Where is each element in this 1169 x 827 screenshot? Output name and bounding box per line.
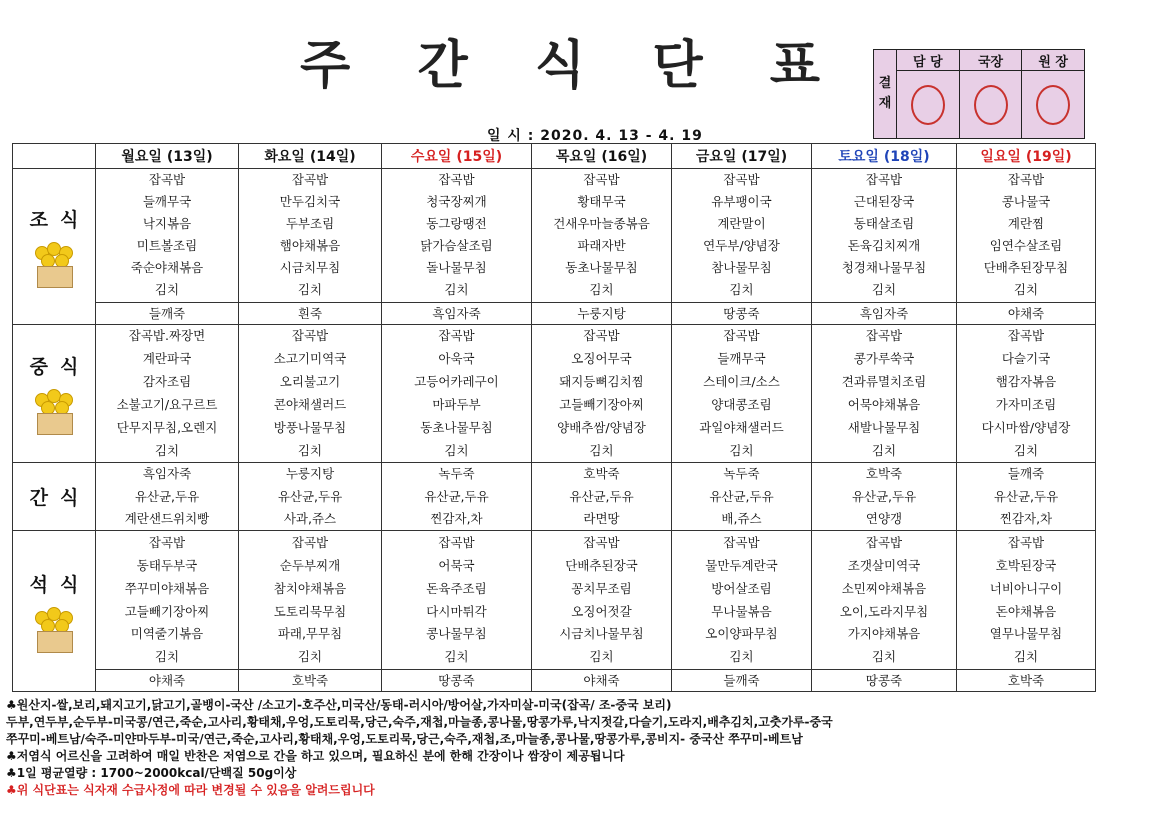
menu-item: 미역줄기볶음 — [130, 626, 204, 642]
menu-item: 다시마쌈/양념장 — [981, 419, 1071, 435]
menu-item: 돈육김치찌개 — [847, 238, 921, 254]
menu-item: 감자조림 — [142, 373, 192, 389]
menu-cell — [239, 169, 382, 303]
menu-item: 잡곡밥 — [1007, 328, 1045, 344]
menu-item: 방어살조림 — [711, 580, 772, 596]
menu-item: 김치 — [154, 649, 180, 665]
approval-header: 국장 — [960, 50, 1022, 71]
menu-cell — [957, 531, 1096, 670]
menu-cell — [96, 324, 239, 463]
menu-item: 돼지등뼈김치찜 — [559, 373, 644, 389]
menu-item: 잡곡밥 — [291, 328, 329, 344]
menu-item: 누룽지탕 — [285, 466, 335, 482]
menu-item: 김치 — [871, 442, 897, 458]
menu-item: 오이,도라지무침 — [839, 603, 929, 619]
menu-item: 돈야채볶음 — [995, 603, 1057, 619]
menu-item: 호박된장국 — [995, 557, 1057, 573]
menu-item: 계란파국 — [142, 350, 192, 366]
menu-item: 유산균,두유 — [709, 488, 774, 504]
menu-item: 임연수살조림 — [989, 238, 1063, 254]
menu-cell — [532, 324, 672, 463]
menu-item: 햄감자볶음 — [995, 373, 1057, 389]
menu-item: 김치 — [444, 282, 469, 298]
menu-item: 콘야채샐러드 — [273, 396, 347, 412]
menu-item: 잡곡밥 — [1007, 172, 1045, 188]
menu-item: 고등어카레구이 — [414, 373, 499, 389]
day-header: 일요일 (19일) — [957, 144, 1096, 169]
menu-item: 잡곡밥 — [148, 172, 186, 188]
menu-item: 만두김치국 — [279, 194, 341, 210]
menu-item: 오리불고기 — [279, 373, 341, 389]
menu-item: 마파두부 — [432, 396, 481, 412]
menu-item: 소민찌야채볶음 — [841, 580, 927, 596]
menu-item: 김치 — [871, 649, 897, 665]
meal-name: 중식 — [29, 355, 91, 378]
menu-item: 배,쥬스 — [721, 511, 762, 527]
menu-item: 유산균,두유 — [277, 488, 343, 504]
menu-cell — [672, 463, 812, 531]
menu-item: 가자미조림 — [995, 396, 1057, 412]
menu-item: 유부팽이국 — [711, 194, 772, 210]
menu-item: 참나물무침 — [711, 260, 772, 276]
day-header: 수요일 (15일) — [382, 144, 532, 169]
menu-item: 도토리묵무침 — [273, 603, 347, 619]
menu-cell — [957, 324, 1096, 463]
menu-item: 찐감자,차 — [999, 511, 1053, 527]
flower-pot-icon — [31, 242, 77, 288]
menu-item: 계란샌드위치빵 — [124, 511, 210, 527]
porridge-cell: 야채죽 — [532, 669, 672, 691]
approval-header: 담 당 — [897, 50, 959, 71]
porridge-cell: 호박죽 — [957, 669, 1096, 691]
porridge-cell: 야채죽 — [957, 302, 1096, 324]
day-header: 금요일 (17일) — [672, 144, 812, 169]
note-origin: 쭈꾸미-베트남/숙주-미얀마두부-미국/연근,죽순,고사리,황태채,우엉,도토리묵,당근,숙주,재첩,조,마늘종,콩나물,땅콩가루,콩비지- 중국산 쭈꾸미-베트남 — [6, 732, 803, 746]
weekly-menu-table — [12, 143, 1096, 692]
menu-item: 잡곡밥 — [723, 172, 760, 188]
menu-item: 잡곡밥.짜장면 — [128, 328, 206, 344]
porridge-cell: 땅콩죽 — [812, 669, 957, 691]
menu-item: 김치 — [444, 442, 469, 458]
menu-item: 호박죽 — [583, 466, 620, 482]
menu-item: 양배추쌈/양념장 — [557, 419, 646, 435]
menu-item: 콩나물국 — [1001, 194, 1051, 210]
porridge-cell: 흑임자죽 — [382, 302, 532, 324]
day-header: 화요일 (14일) — [239, 144, 382, 169]
menu-item: 아욱국 — [438, 350, 475, 366]
menu-item: 파래자반 — [577, 238, 626, 254]
menu-item: 라면땅 — [583, 511, 620, 527]
porridge-cell: 누룽지탕 — [532, 302, 672, 324]
menu-item: 순두부찌개 — [279, 557, 341, 573]
menu-item: 오징어젓갈 — [571, 603, 632, 619]
menu-item: 김치 — [444, 649, 469, 665]
menu-item: 잡곡밥 — [583, 534, 620, 550]
title-char: 단 — [652, 35, 703, 96]
menu-item: 콩나물무침 — [426, 626, 487, 642]
menu-item: 잡곡밥 — [865, 328, 903, 344]
menu-item: 새발나물무침 — [847, 419, 921, 435]
menu-item: 계란찜 — [1007, 216, 1045, 232]
menu-item: 오징어무국 — [571, 350, 632, 366]
menu-item: 연두부/양념장 — [703, 238, 780, 254]
porridge-cell: 들깨죽 — [96, 302, 239, 324]
flower-pot-icon — [31, 389, 77, 435]
seal-stamp — [974, 85, 1008, 125]
seal-stamp — [911, 85, 945, 125]
menu-cell — [672, 324, 812, 463]
menu-item: 김치 — [154, 442, 180, 458]
menu-item: 흑임자죽 — [142, 466, 192, 482]
note-calories: ♣1일 평균열량 : 1700~2000kcal/단백질 50g이상 — [6, 766, 297, 780]
title-char: 주 — [300, 35, 351, 96]
menu-cell — [812, 169, 957, 303]
note-low-salt: ♣저염식 어르신을 고려하여 매일 반찬은 저염으로 간을 하고 있으며, 필요하신 분에 한해 간장이나 쌈장이 제공됩니다 — [6, 749, 625, 763]
page-title — [300, 30, 820, 96]
menu-cell — [957, 169, 1096, 303]
menu-item: 잡곡밥 — [438, 172, 475, 188]
menu-item: 어묵국 — [438, 557, 475, 573]
menu-item: 동태두부국 — [136, 557, 198, 573]
menu-item: 김치 — [297, 649, 323, 665]
approval-column — [897, 50, 960, 138]
menu-item: 너비아니구이 — [989, 580, 1063, 596]
menu-cell — [96, 531, 239, 670]
day-header: 목요일 (16일) — [532, 144, 672, 169]
approval-side-label: 결 재 — [874, 50, 897, 138]
menu-item: 녹두죽 — [723, 466, 760, 482]
menu-item: 잡곡밥 — [291, 534, 329, 550]
menu-item: 건새우마늘종볶음 — [553, 216, 650, 232]
menu-cell — [532, 531, 672, 670]
menu-cell — [382, 531, 532, 670]
menu-item: 가지야채볶음 — [847, 626, 921, 642]
menu-item: 잡곡밥 — [1007, 534, 1045, 550]
meal-name: 조식 — [29, 208, 91, 231]
menu-item: 잡곡밥 — [865, 172, 903, 188]
approval-header: 원 장 — [1022, 50, 1084, 71]
menu-item: 들깨무국 — [717, 350, 766, 366]
menu-item: 찐감자,차 — [430, 511, 483, 527]
approval-column — [960, 50, 1023, 138]
menu-cell — [672, 531, 812, 670]
porridge-cell: 들깨죽 — [672, 669, 812, 691]
menu-item: 유산균,두유 — [569, 488, 634, 504]
menu-item: 돌나물무침 — [426, 260, 487, 276]
menu-item: 동초나물무침 — [420, 419, 493, 435]
meal-name: 간식 — [29, 487, 91, 510]
menu-cell — [672, 169, 812, 303]
menu-item: 시금치나물무침 — [559, 626, 644, 642]
menu-item: 연양갱 — [865, 511, 903, 527]
menu-item: 김치 — [729, 282, 754, 298]
menu-item: 물만두계란국 — [705, 557, 778, 573]
porridge-cell: 야채죽 — [96, 669, 239, 691]
menu-item: 잡곡밥 — [723, 328, 760, 344]
menu-item: 미트볼조림 — [136, 238, 198, 254]
menu-item: 두부조림 — [285, 216, 335, 232]
title-char: 표 — [769, 35, 820, 96]
title-char: 간 — [417, 35, 468, 96]
porridge-cell: 호박죽 — [239, 669, 382, 691]
menu-item: 잡곡밥 — [723, 534, 760, 550]
menu-item: 시금치무침 — [279, 260, 341, 276]
flower-pot-icon — [31, 607, 77, 653]
menu-item: 단배추된장국 — [565, 557, 638, 573]
day-header-row — [13, 144, 1096, 169]
menu-cell — [239, 324, 382, 463]
menu-item: 콩가루쑥국 — [853, 350, 915, 366]
menu-item: 김치 — [297, 442, 323, 458]
menu-item: 동그랑땡전 — [426, 216, 487, 232]
menu-item: 쭈꾸미야채볶음 — [124, 580, 210, 596]
day-header: 토요일 (18일) — [812, 144, 957, 169]
menu-item: 김치 — [1013, 649, 1039, 665]
menu-cell — [812, 463, 957, 531]
menu-item: 녹두죽 — [438, 466, 475, 482]
menu-cell — [382, 169, 532, 303]
menu-item: 조갯살미역국 — [847, 557, 921, 573]
menu-cell — [96, 169, 239, 303]
note-origin: 두부,연두부,순두부-미국콩/연근,죽순,고사리,황태채,우엉,도토리묵,당근,숙주,재첩,마늘종,콩나물,땅콩가루,낙지젓갈,다슬기,도라지,배추김치,고춧가루-중국 — [6, 715, 833, 729]
menu-item: 근대된장국 — [853, 194, 915, 210]
menu-item: 죽순야채볶음 — [130, 260, 204, 276]
porridge-row — [13, 302, 1096, 324]
menu-cell — [812, 531, 957, 670]
meal-label-lunch — [13, 324, 96, 463]
porridge-cell: 흰죽 — [239, 302, 382, 324]
menu-cell — [957, 463, 1096, 531]
menu-item: 사과,쥬스 — [283, 511, 337, 527]
menu-cell — [382, 463, 532, 531]
menu-item: 잡곡밥 — [438, 534, 475, 550]
menu-item: 유산균,두유 — [134, 488, 200, 504]
menu-item: 잡곡밥 — [148, 534, 186, 550]
menu-cell — [96, 463, 239, 531]
title-char: 식 — [534, 35, 586, 96]
menu-cell — [532, 463, 672, 531]
menu-item: 잡곡밥 — [291, 172, 329, 188]
note-change-notice: ♣위 식단표는 식자재 수급사정에 따라 변경될 수 있음을 알려드립니다 — [6, 783, 375, 797]
menu-item: 계란말이 — [717, 216, 766, 232]
menu-item: 열무나물무침 — [989, 626, 1063, 642]
menu-item: 햄야채볶음 — [279, 238, 341, 254]
menu-item: 김치 — [154, 282, 180, 298]
menu-cell — [239, 531, 382, 670]
porridge-row — [13, 669, 1096, 691]
menu-item: 방풍나물무침 — [273, 419, 347, 435]
menu-item: 다시마튀각 — [426, 603, 487, 619]
menu-item: 청경채나물무침 — [841, 260, 927, 276]
menu-item: 김치 — [589, 282, 614, 298]
day-header: 월요일 (13일) — [96, 144, 239, 169]
menu-item: 단배추된장무침 — [983, 260, 1069, 276]
menu-item: 고들빼기장아찌 — [559, 396, 644, 412]
menu-item: 김치 — [871, 282, 897, 298]
menu-item: 다슬기국 — [1001, 350, 1051, 366]
notes — [6, 697, 1156, 799]
menu-item: 돈육주조림 — [426, 580, 487, 596]
menu-item: 황태무국 — [577, 194, 626, 210]
menu-item: 김치 — [729, 442, 754, 458]
corner-cell — [13, 144, 96, 169]
approval-box — [873, 49, 1085, 139]
menu-item: 들깨죽 — [1007, 466, 1045, 482]
menu-item: 오이양파무침 — [705, 626, 778, 642]
menu-item: 유산균,두유 — [424, 488, 489, 504]
menu-item: 닭가슴살조림 — [420, 238, 493, 254]
menu-item: 김치 — [1013, 282, 1039, 298]
menu-item: 잡곡밥 — [583, 172, 620, 188]
meal-name: 석식 — [29, 573, 91, 596]
menu-item: 잡곡밥 — [583, 328, 620, 344]
menu-item: 양대콩조림 — [711, 396, 772, 412]
approval-column — [1022, 50, 1084, 138]
porridge-cell: 땅콩죽 — [672, 302, 812, 324]
meal-label-snack — [13, 463, 96, 531]
date-range: 일 시 : 2020. 4. 13 - 4. 19 — [487, 128, 703, 144]
menu-item: 동초나물무침 — [565, 260, 638, 276]
menu-item: 유산균,두유 — [851, 488, 917, 504]
menu-item: 스테이크/소스 — [703, 373, 780, 389]
snack-row — [13, 463, 1096, 531]
menu-item: 김치 — [1013, 442, 1039, 458]
menu-item: 견과류멸치조림 — [841, 373, 927, 389]
menu-item: 들깨무국 — [142, 194, 192, 210]
menu-cell — [812, 324, 957, 463]
porridge-cell: 흑임자죽 — [812, 302, 957, 324]
menu-item: 소불고기/요구르트 — [116, 396, 218, 412]
menu-item: 동태살조림 — [853, 216, 915, 232]
menu-cell — [239, 463, 382, 531]
menu-item: 참치야채볶음 — [273, 580, 347, 596]
porridge-cell: 땅콩죽 — [382, 669, 532, 691]
menu-item: 잡곡밥 — [865, 534, 903, 550]
meal-label-dinner — [13, 531, 96, 692]
menu-cell — [382, 324, 532, 463]
menu-item: 청국장찌개 — [426, 194, 487, 210]
menu-item: 김치 — [297, 282, 323, 298]
lunch-row — [13, 324, 1096, 463]
menu-item: 낙지볶음 — [142, 216, 192, 232]
meal-label-breakfast — [13, 169, 96, 325]
note-origin: ♣원산지-쌀,보리,돼지고기,닭고기,골뱅이-국산 /소고기-호주산,미국산/동태-러시아/방어살,가자미살-미국(잡곡/ 조-중국 보리) — [6, 698, 672, 712]
menu-item: 꽁치무조림 — [571, 580, 632, 596]
seal-stamp — [1036, 85, 1070, 125]
menu-item: 파래,무무침 — [277, 626, 343, 642]
menu-item: 호박죽 — [865, 466, 903, 482]
menu-cell — [532, 169, 672, 303]
menu-item: 김치 — [589, 649, 614, 665]
menu-item: 잡곡밥 — [438, 328, 475, 344]
menu-item: 김치 — [589, 442, 614, 458]
breakfast-row — [13, 169, 1096, 303]
menu-item: 어묵야채볶음 — [847, 396, 921, 412]
menu-item: 유산균,두유 — [993, 488, 1059, 504]
menu-item: 소고기미역국 — [273, 350, 347, 366]
menu-item: 김치 — [729, 649, 754, 665]
dinner-row — [13, 531, 1096, 670]
menu-item: 단무지무침,오렌지 — [116, 419, 218, 435]
menu-item: 무나물볶음 — [711, 603, 772, 619]
menu-item: 과일야채샐러드 — [699, 419, 784, 435]
menu-item: 고들빼기장아찌 — [124, 603, 210, 619]
